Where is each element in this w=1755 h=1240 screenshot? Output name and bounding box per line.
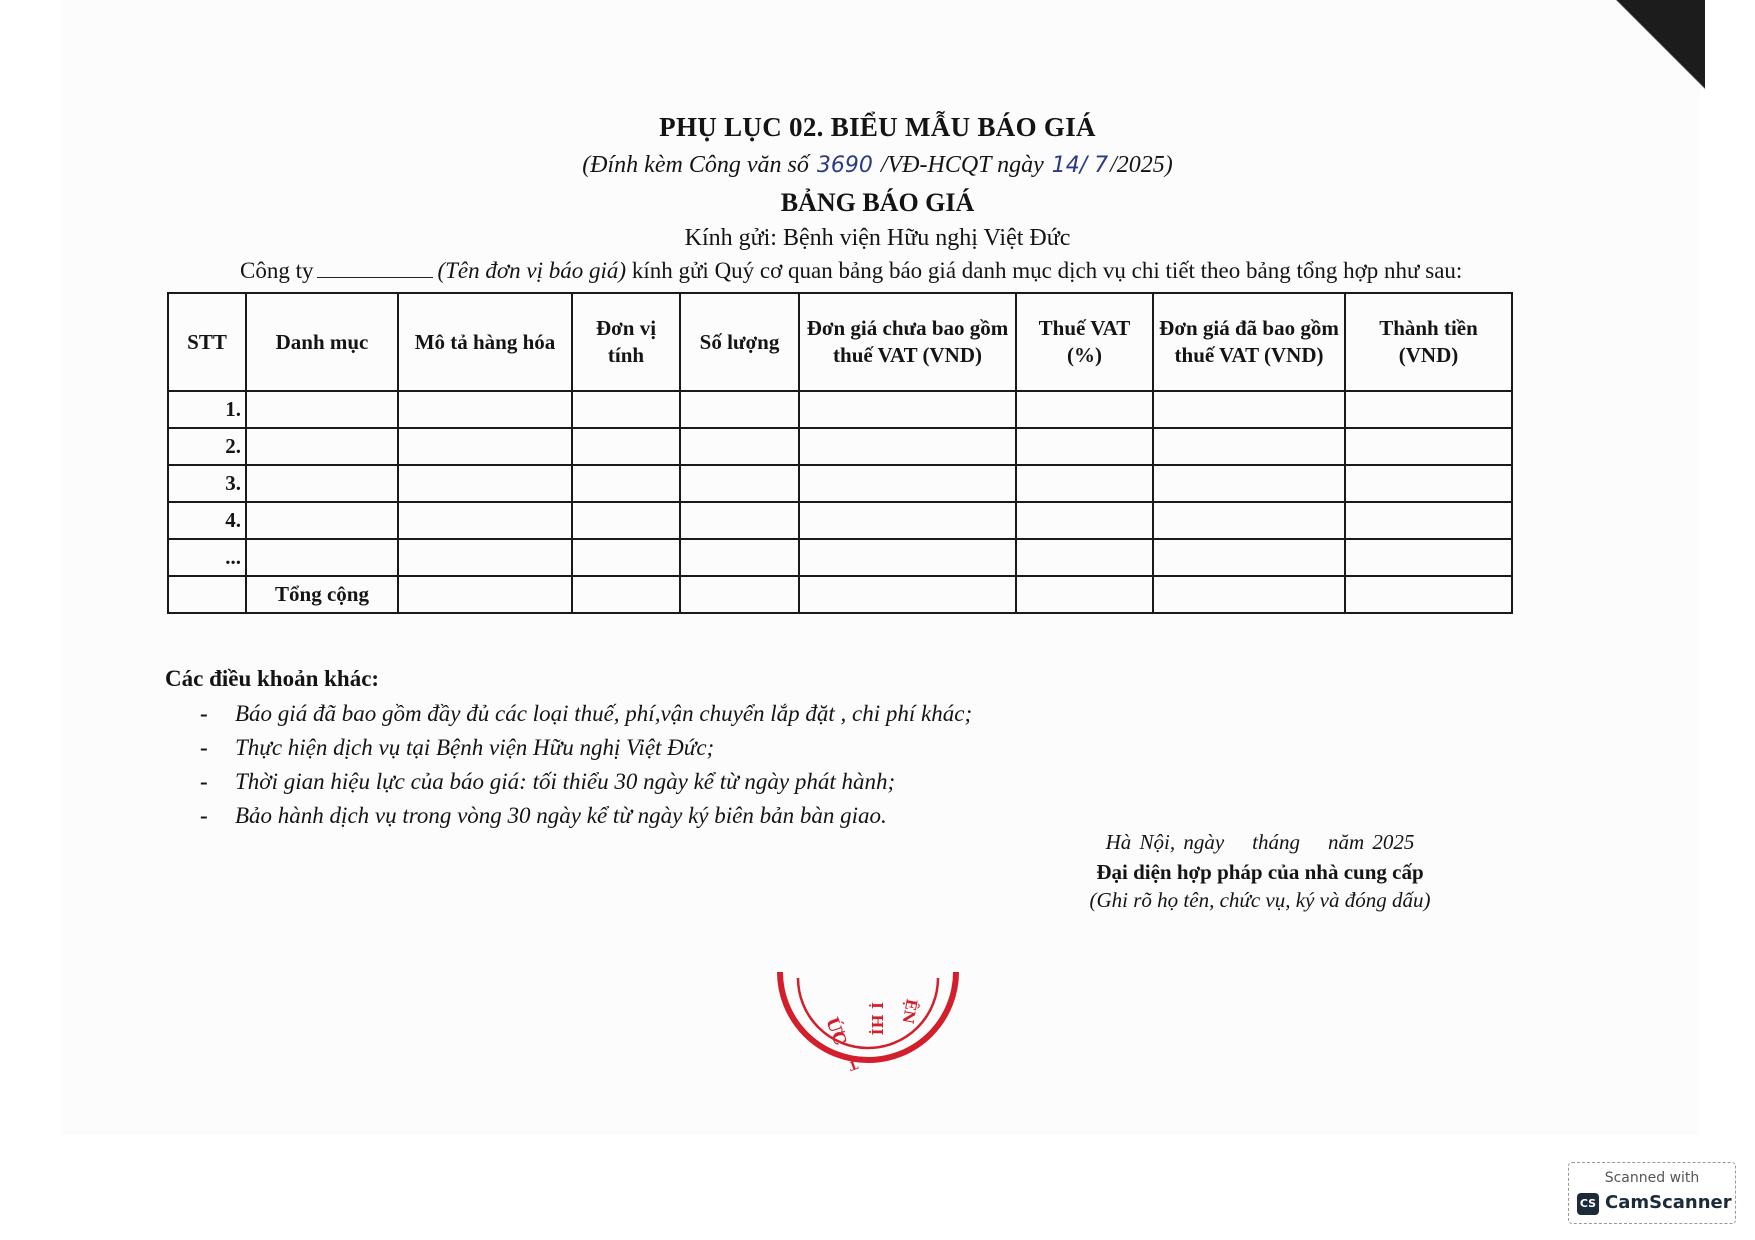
list-item — [195, 799, 972, 833]
table-cell — [572, 576, 680, 613]
table-cell — [572, 428, 680, 465]
camscanner-watermark — [1568, 1162, 1736, 1224]
watermark-caption: Scanned with — [1604, 1170, 1700, 1186]
row-number: 1. — [168, 391, 246, 428]
table-header-row — [168, 293, 1512, 391]
table-cell — [398, 576, 572, 613]
table-cell — [398, 465, 572, 502]
table-cell — [1153, 576, 1345, 613]
table-cell — [1153, 502, 1345, 539]
stamp-lettering: ỆN — [898, 997, 921, 1026]
header-category: Danh mục — [246, 293, 398, 391]
table-row — [168, 539, 1512, 576]
table-cell — [572, 391, 680, 428]
terms-title: Các điều khoản khác: — [165, 666, 380, 691]
dash-bullet: - — [200, 735, 208, 760]
terms-list — [195, 697, 972, 833]
intro-placeholder: (Tên đơn vị báo giá) — [437, 258, 627, 283]
table-cell — [799, 502, 1016, 539]
watermark-brand: CamScanner — [1605, 1192, 1732, 1213]
date-month: tháng — [1252, 830, 1300, 854]
table-cell — [1153, 539, 1345, 576]
list-item — [195, 697, 972, 731]
table-cell — [680, 428, 799, 465]
header-unit: Đơn vị tính — [572, 293, 680, 391]
table-row — [168, 428, 1512, 465]
table-cell — [1016, 428, 1153, 465]
scan-corner-shadow — [1610, 0, 1705, 100]
table-total-row — [168, 576, 1512, 613]
attachment-suffix: /2025) — [1110, 152, 1173, 178]
table-cell — [799, 576, 1016, 613]
row-number: 2. — [168, 428, 246, 465]
table-cell — [680, 576, 799, 613]
table-cell — [168, 576, 246, 613]
table-cell — [1016, 391, 1153, 428]
signature-role: Đại diện hợp pháp của nhà cung cấp — [1096, 860, 1424, 884]
table-cell — [799, 428, 1016, 465]
header-vat: Thuế VAT (%) — [1016, 293, 1153, 391]
list-item — [195, 765, 972, 799]
total-label: Tổng cộng — [246, 576, 398, 613]
table-cell — [246, 502, 398, 539]
term-text: Thực hiện dịch vụ tại Bệnh viện Hữu nghị Việt Đức; — [235, 735, 715, 760]
table-cell — [398, 428, 572, 465]
table-cell — [1153, 428, 1345, 465]
stamp-lettering: Ị HỊ — [868, 1002, 886, 1036]
table-cell — [680, 502, 799, 539]
quotation-table — [167, 292, 1513, 614]
table-row — [168, 391, 1512, 428]
row-number: 4. — [168, 502, 246, 539]
table-cell — [1016, 465, 1153, 502]
header-description: Mô tả hàng hóa — [398, 293, 572, 391]
table-cell — [1016, 576, 1153, 613]
table-cell — [246, 428, 398, 465]
header-amount: Thành tiền (VND) — [1345, 293, 1512, 391]
list-item — [195, 731, 972, 765]
header-stt: STT — [168, 293, 246, 391]
table-cell — [1016, 539, 1153, 576]
row-number: 3. — [168, 465, 246, 502]
table-cell — [246, 465, 398, 502]
camscanner-logo-icon: CS — [1577, 1193, 1599, 1215]
header-price-incl-vat: Đơn giá đã bao gồm thuế VAT (VND) — [1153, 293, 1345, 391]
table-cell — [1153, 465, 1345, 502]
table-row — [168, 465, 1512, 502]
header-price-excl-vat: Đơn giá chưa bao gồm thuế VAT (VND) — [799, 293, 1016, 391]
table-cell — [1345, 428, 1512, 465]
attachment-prefix: (Đính kèm Công văn số — [582, 152, 815, 178]
date-year: năm 2025 — [1328, 830, 1415, 854]
table-cell — [799, 391, 1016, 428]
table-cell — [1153, 391, 1345, 428]
table-cell — [572, 502, 680, 539]
intro-prefix: Công ty — [240, 258, 314, 283]
table-cell — [572, 539, 680, 576]
table-cell — [680, 465, 799, 502]
dash-bullet: - — [200, 769, 208, 794]
table-cell — [1345, 391, 1512, 428]
recipient-line: Kính gửi: Bệnh viện Hữu nghị Việt Đức — [684, 225, 1071, 251]
table-cell — [799, 465, 1016, 502]
table-cell — [1016, 502, 1153, 539]
signature-note: (Ghi rõ họ tên, chức vụ, ký và đóng dấu) — [1089, 888, 1431, 912]
table-cell — [1345, 502, 1512, 539]
intro-suffix: kính gửi Quý cơ quan bảng báo giá danh mục dịch vụ chi tiết theo bảng tổng hợp như sau: — [626, 258, 1463, 283]
dash-bullet: - — [200, 701, 208, 726]
table-cell — [572, 465, 680, 502]
intro-line — [240, 258, 1462, 284]
signature-date — [1045, 830, 1475, 855]
table-cell — [246, 539, 398, 576]
table-row — [168, 502, 1512, 539]
table-cell — [398, 391, 572, 428]
table-cell — [398, 539, 572, 576]
handwritten-document-number: 3690 — [816, 153, 873, 178]
attachment-middle: /VĐ-HCQT ngày — [874, 152, 1050, 178]
quotation-subtitle: BẢNG BÁO GIÁ — [780, 188, 975, 217]
stamp-lettering: ỨC — [821, 1014, 850, 1049]
company-name-blank — [317, 259, 433, 278]
term-text: Báo giá đã bao gồm đầy đủ các loại thuế, phí,vận chuyển lắp đặt , chi phí khác; — [235, 701, 973, 726]
term-text: Thời gian hiệu lực của báo giá: tối thiểu 30 ngày kể từ ngày phát hành; — [235, 769, 896, 794]
table-cell — [1345, 576, 1512, 613]
red-seal-stamp — [772, 960, 964, 1080]
table-cell — [246, 391, 398, 428]
document-title: PHỤ LỤC 02. BIỂU MẪU BÁO GIÁ — [659, 112, 1096, 142]
attachment-line — [0, 152, 1755, 179]
table-cell — [680, 391, 799, 428]
table-cell — [1345, 539, 1512, 576]
handwritten-date: 14/ 7 — [1051, 153, 1109, 178]
row-number: ... — [168, 539, 246, 576]
table-cell — [680, 539, 799, 576]
stamp-lettering: T — [846, 1057, 860, 1074]
date-place: Hà Nội, ngày — [1105, 830, 1225, 854]
table-cell — [799, 539, 1016, 576]
table-cell — [398, 502, 572, 539]
header-quantity: Số lượng — [680, 293, 799, 391]
table-cell — [1345, 465, 1512, 502]
term-text: Bảo hành dịch vụ trong vòng 30 ngày kể từ ngày ký biên bản bàn giao. — [235, 803, 887, 828]
dash-bullet: - — [200, 803, 208, 828]
